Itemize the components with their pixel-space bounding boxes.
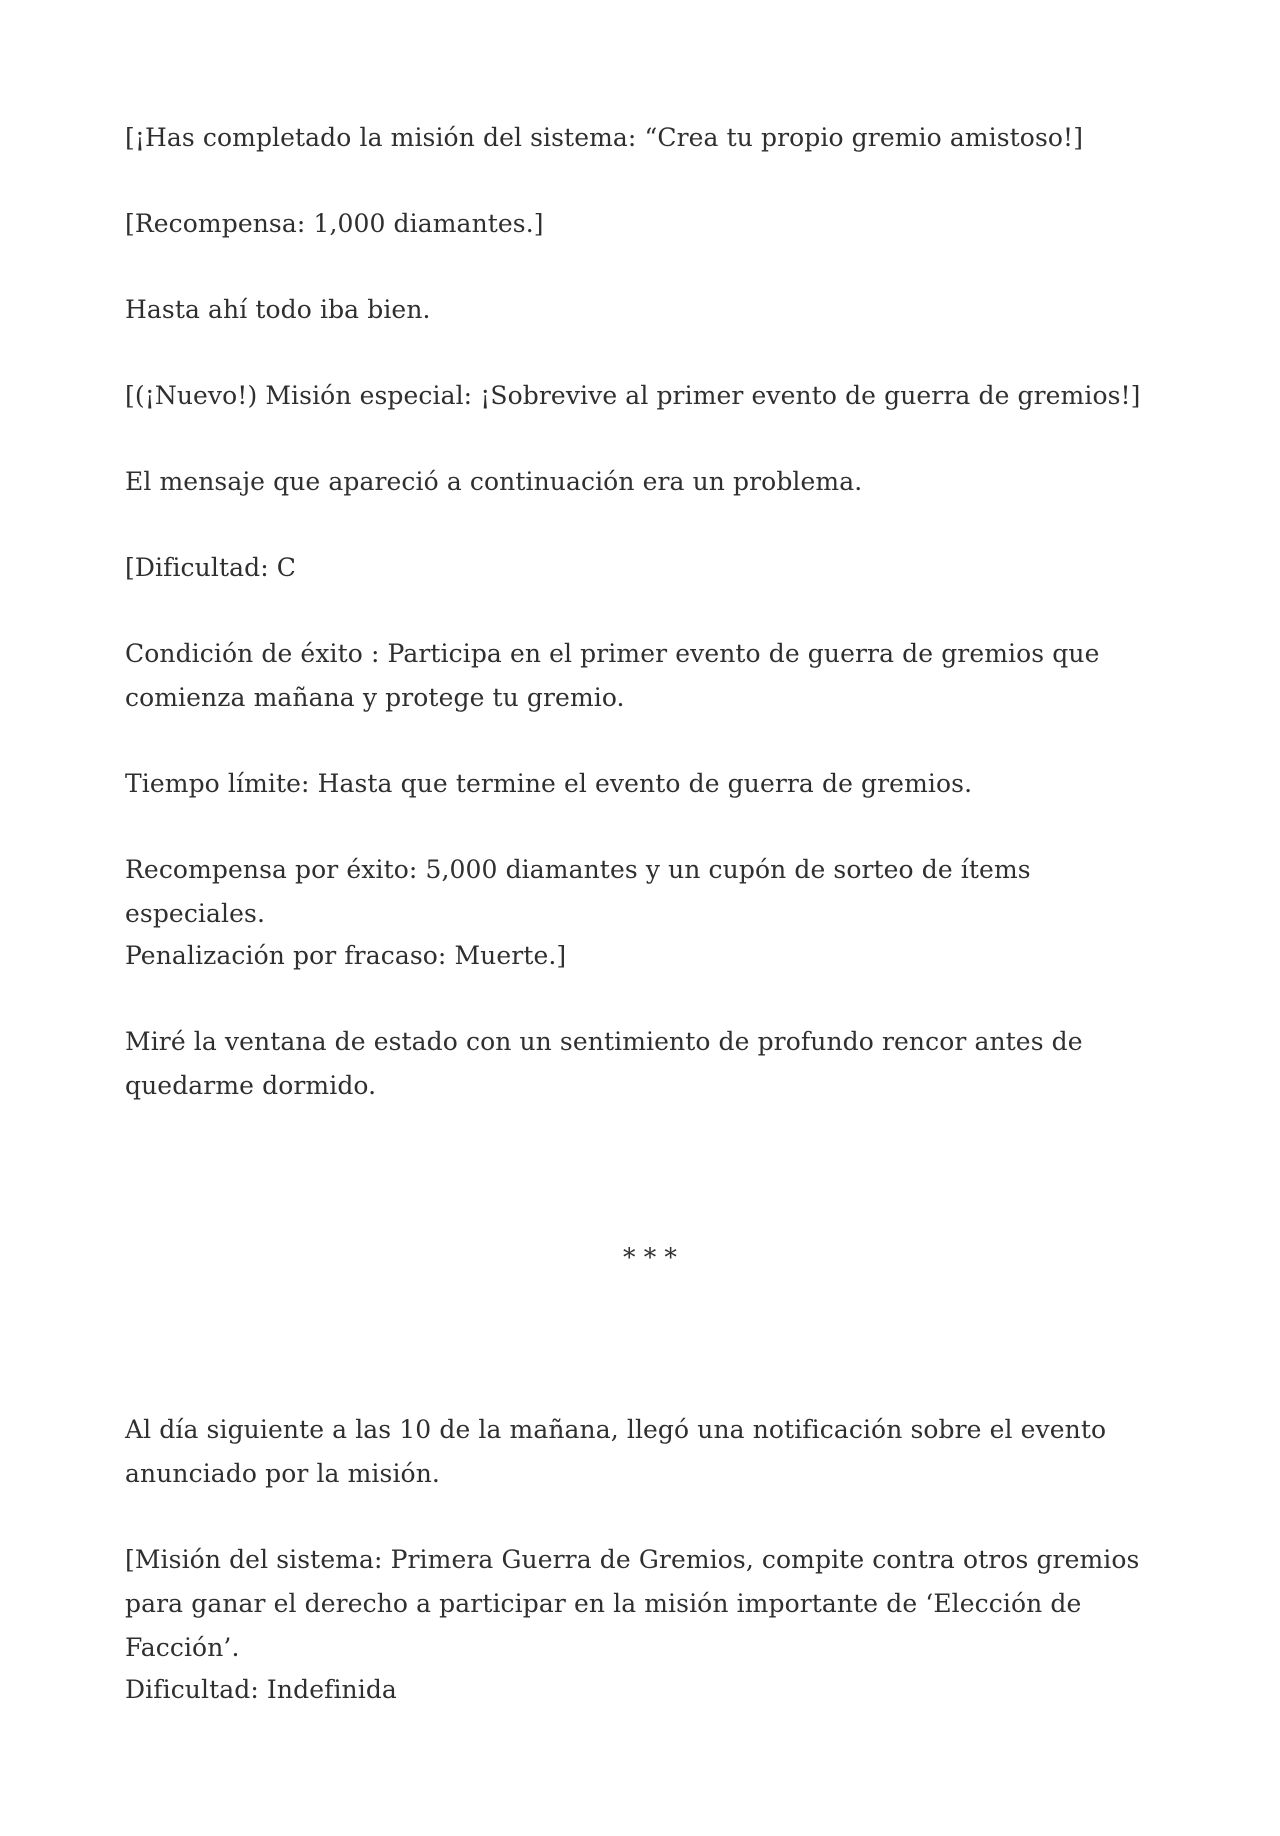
- paragraph-success-reward: Recompensa por éxito: 5,000 diamantes y un cupón de sorteo de ítems especiales.: [125, 855, 1031, 928]
- paragraph-special-mission: [(¡Nuevo!) Misión especial: ¡Sobrevive al primer evento de guerra de gremios!]: [125, 381, 1141, 410]
- paragraph-status-window: Miré la ventana de estado con un sentimiento de profundo rencor antes de quedarme dormido.: [125, 1027, 1083, 1100]
- paragraph-reward: [Recompensa: 1,000 diamantes.]: [125, 209, 544, 238]
- paragraph-problem-message: El mensaje que apareció a continuación era un problema.: [125, 467, 863, 496]
- paragraph-difficulty-c: [Dificultad: C: [125, 553, 296, 582]
- paragraph-all-good: Hasta ahí todo iba bien.: [125, 295, 431, 324]
- paragraph-success-condition: Condición de éxito : Participa en el primer evento de guerra de gremios que comienza mañana y protege tu gremio.: [125, 639, 1100, 712]
- paragraph-guild-war-mission: [Misión del sistema: Primera Guerra de Gremios, compite contra otros gremios para ganar el derecho a participar en la misión importante de ‘Elección de Facción’.: [125, 1545, 1140, 1662]
- paragraph-time-limit: Tiempo límite: Hasta que termine el evento de guerra de gremios.: [125, 769, 973, 798]
- paragraph-next-day: Al día siguiente a las 10 de la mañana, llegó una notificación sobre el evento anunciado por la misión.: [125, 1415, 1107, 1488]
- paragraph-failure-penalty: Penalización por fracaso: Muerte.]: [125, 941, 567, 970]
- section-separator: * * *: [623, 1243, 677, 1272]
- paragraph-difficulty-undefined: Dificultad: Indefinida: [125, 1675, 397, 1704]
- paragraph-mission-completed: [¡Has completado la misión del sistema: “Crea tu propio gremio amistoso!]: [125, 123, 1084, 152]
